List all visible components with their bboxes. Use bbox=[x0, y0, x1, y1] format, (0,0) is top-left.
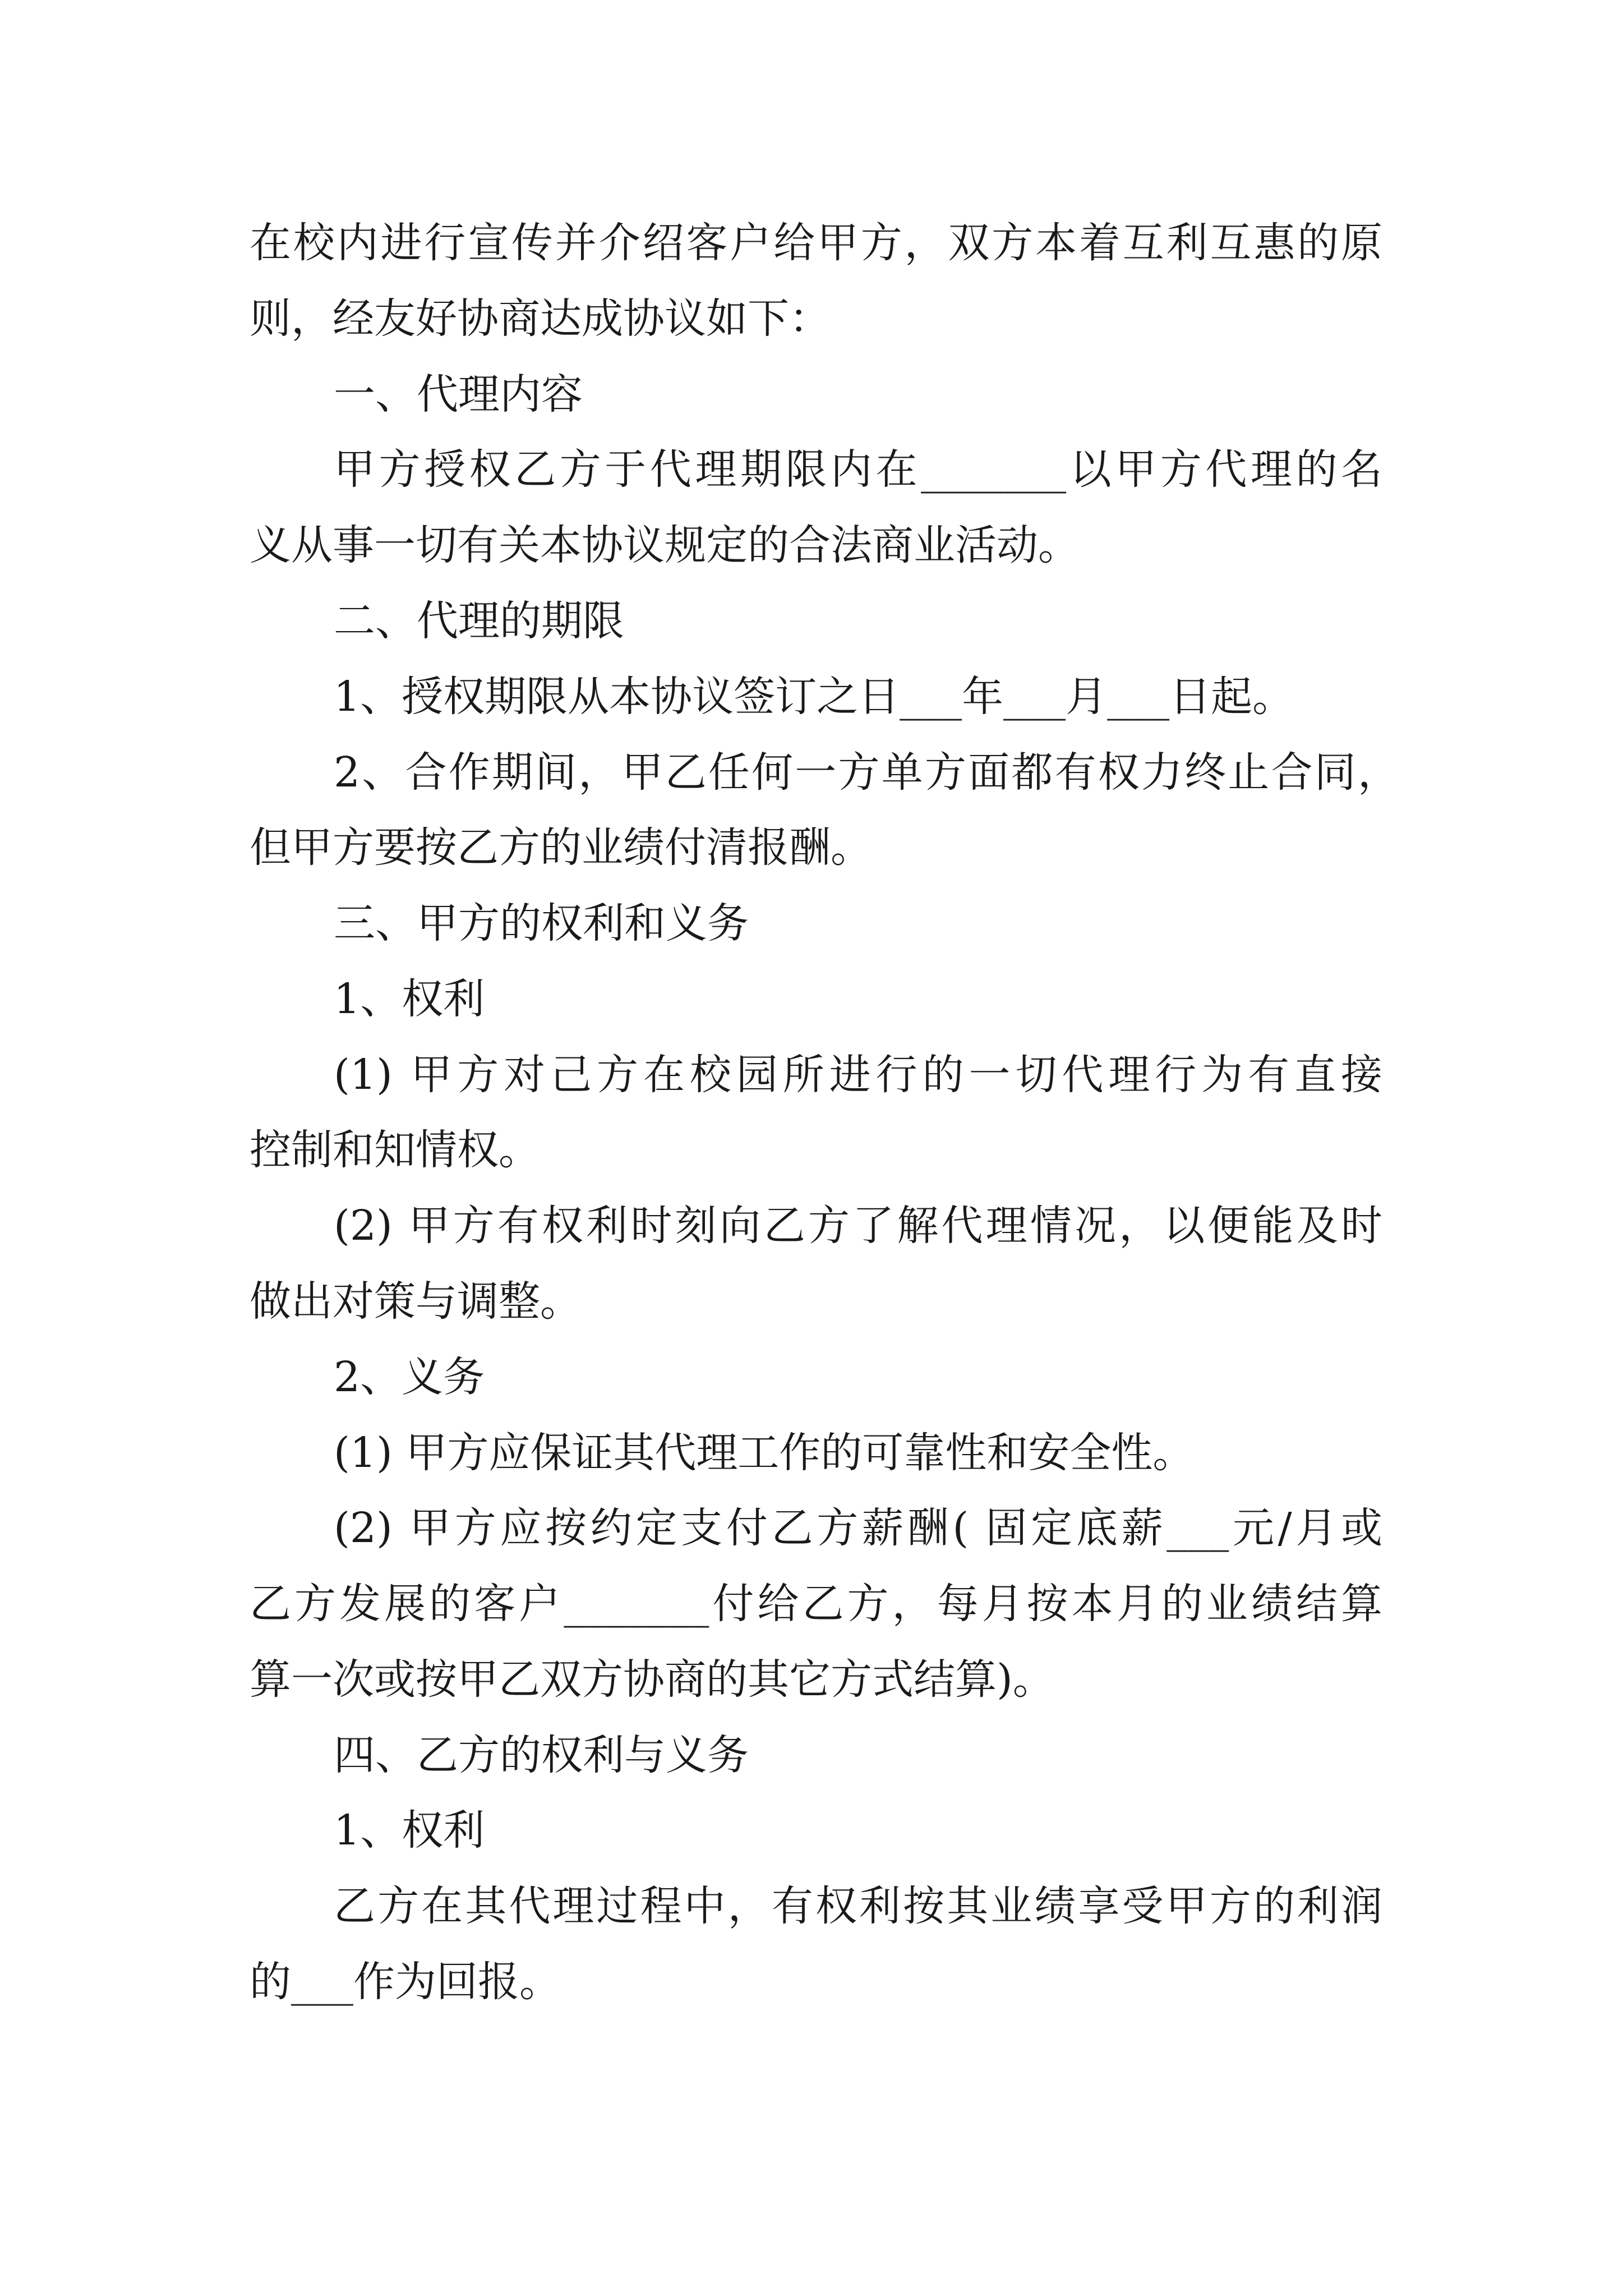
paragraph-line: (1) 甲方应保证其代理工作的可靠性和安全性。 bbox=[334, 1429, 1195, 1477]
paragraph-line: 乙方在其代理过程中，有权利按其业绩享受甲方的利润 bbox=[334, 1882, 1382, 1930]
paragraph-line: 义从事一切有关本协议规定的合法商业活动。 bbox=[250, 521, 1080, 569]
subsection-heading: 2、义务 bbox=[334, 1353, 485, 1401]
paragraph-line: 则，经友好协商达成协议如下： bbox=[250, 295, 831, 343]
subsection-heading: 1、权利 bbox=[334, 975, 485, 1023]
section-heading: 二、代理的期限 bbox=[334, 597, 624, 645]
paragraph-line: 1、授权期限从本协议签订之日___年___月___日起。 bbox=[334, 673, 1294, 721]
paragraph-line: 算一次或按甲乙双方协商的其它方式结算)。 bbox=[250, 1655, 1054, 1704]
paragraph-line: 在校内进行宣传并介绍客户给甲方，双方本着互利互惠的原 bbox=[250, 219, 1382, 267]
paragraph-line: 2、合作期间，甲乙任何一方单方面都有权力终止合同， bbox=[334, 748, 1399, 797]
section-heading: 一、代理内容 bbox=[334, 370, 583, 418]
paragraph-line: (1) 甲方对己方在校园所进行的一切代理行为有直接 bbox=[334, 1051, 1382, 1099]
section-heading: 三、甲方的权利和义务 bbox=[334, 899, 749, 947]
paragraph-line: 甲方授权乙方于代理期限内在_______以甲方代理的名 bbox=[334, 445, 1382, 494]
paragraph-line: (2) 甲方应按约定支付乙方薪酬( 固定底薪___元/月或 bbox=[334, 1504, 1382, 1552]
paragraph-line: 做出对策与调整。 bbox=[250, 1277, 582, 1326]
paragraph-line: 乙方发展的客户_______付给乙方，每月按本月的业绩结算 bbox=[250, 1580, 1382, 1628]
paragraph-line: 的___作为回报。 bbox=[250, 1958, 561, 2006]
paragraph-line: (2) 甲方有权利时刻向乙方了解代理情况，以便能及时 bbox=[334, 1202, 1382, 1250]
section-heading: 四、乙方的权利与义务 bbox=[334, 1731, 749, 1779]
subsection-heading: 1、权利 bbox=[334, 1806, 485, 1855]
paragraph-line: 控制和知情权。 bbox=[250, 1126, 540, 1174]
paragraph-line: 但甲方要按乙方的业绩付清报酬。 bbox=[250, 823, 872, 872]
